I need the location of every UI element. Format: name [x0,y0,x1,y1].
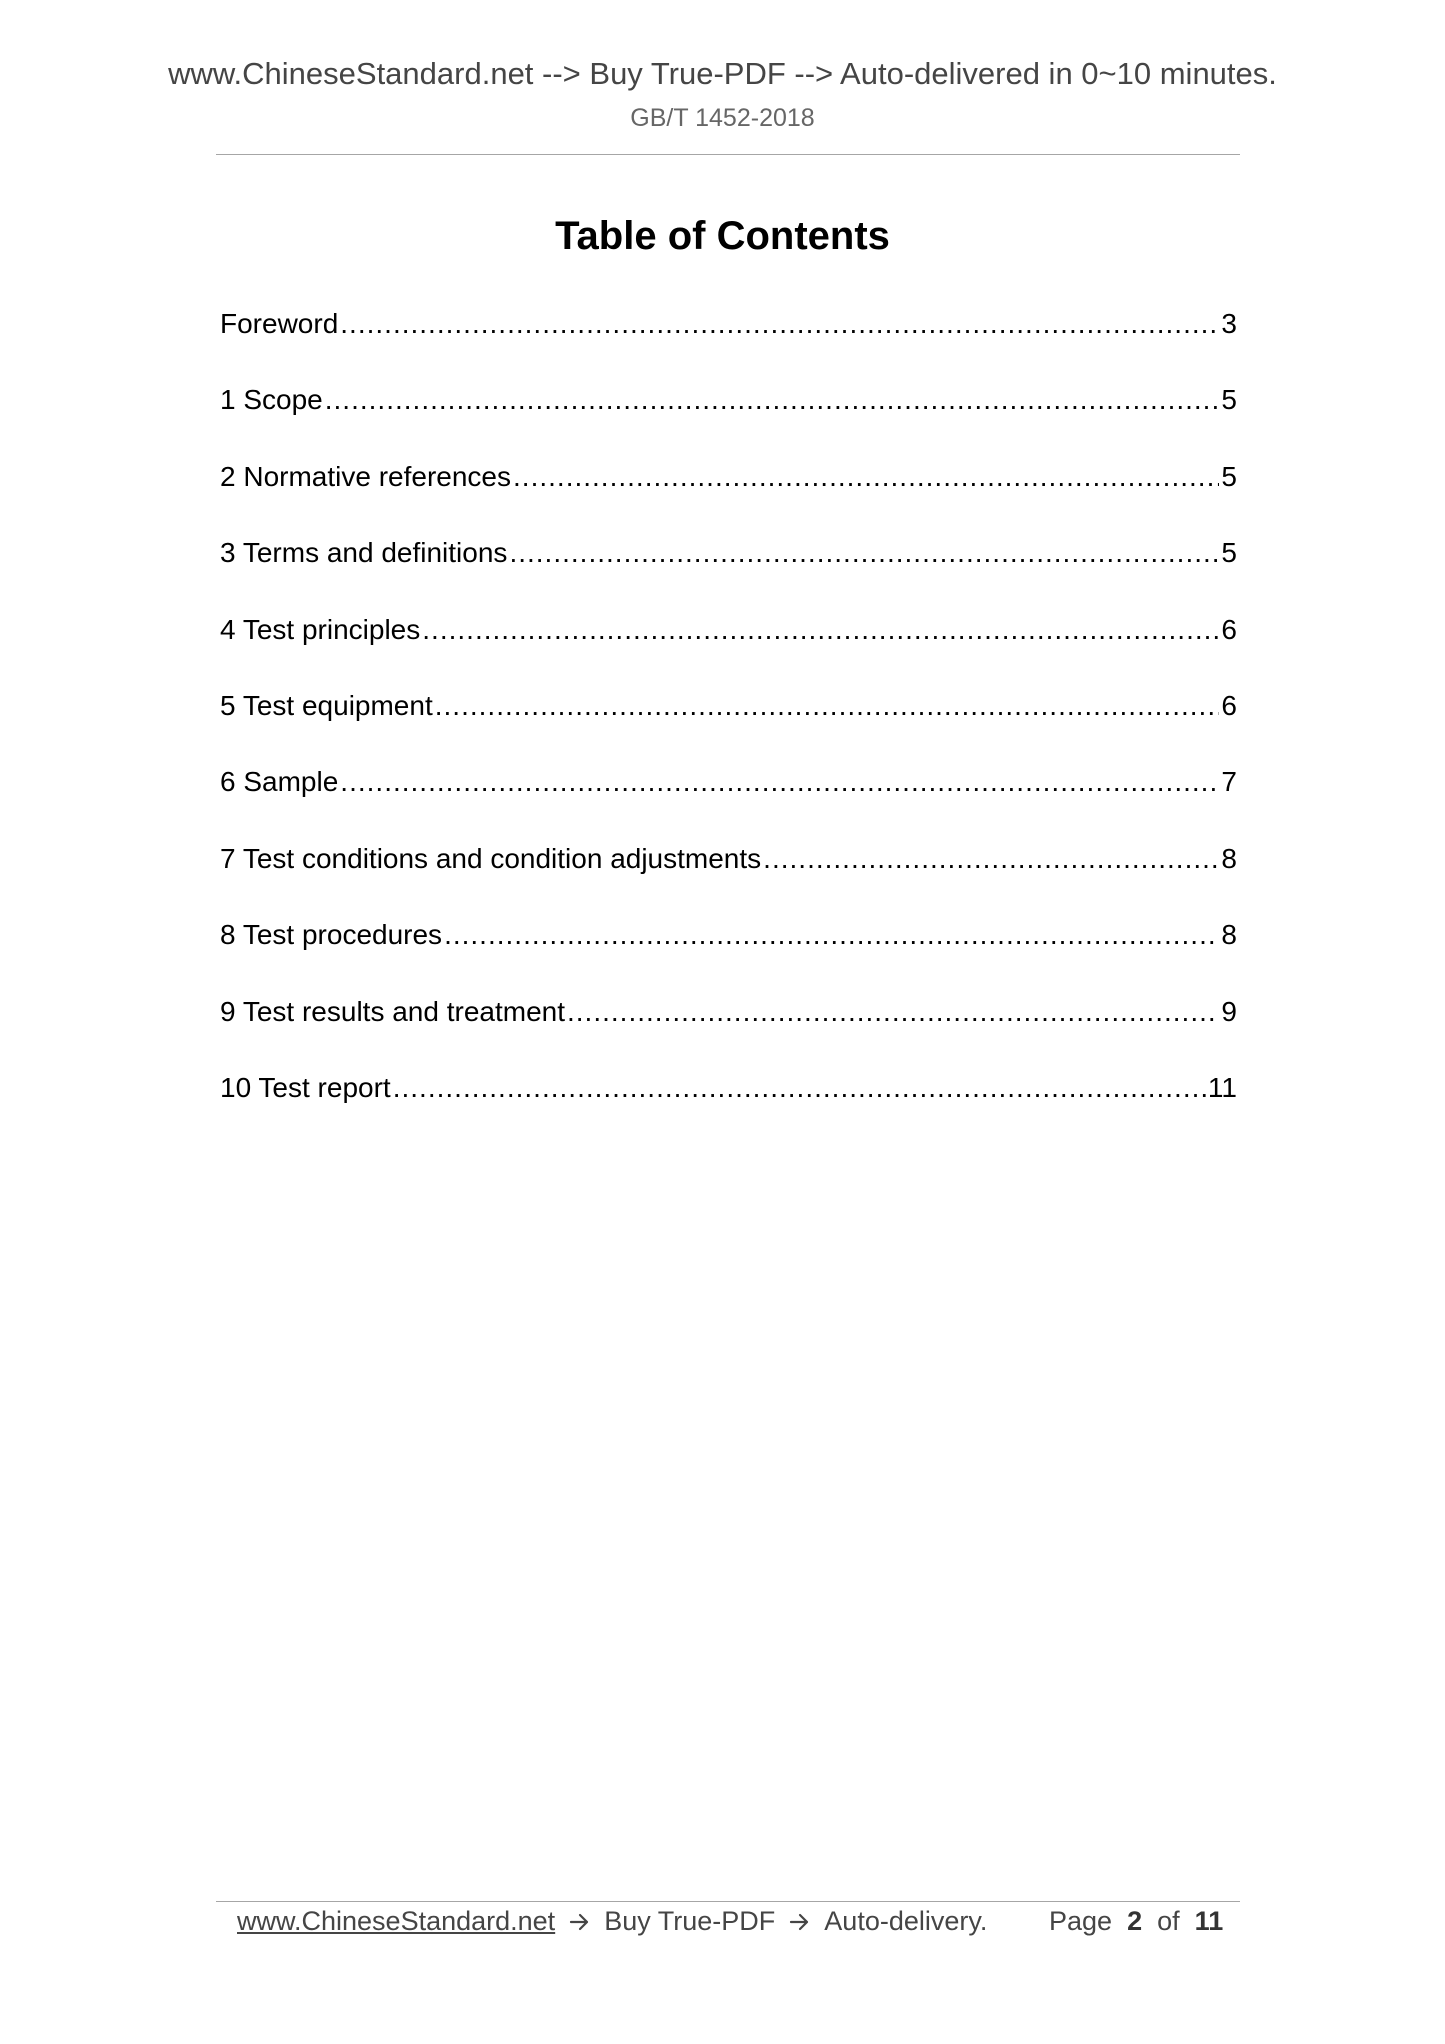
footer-promo [237,1906,987,1937]
toc-entry-foreword[interactable] [220,308,1237,384]
footer-buy-text: Buy True-PDF [604,1906,776,1936]
toc-entry-label: 6 Sample [220,766,339,798]
toc-entry-test-equipment[interactable] [220,690,1237,766]
toc-entry-page: 5 [1221,460,1237,492]
toc-leader [393,1072,1206,1104]
toc-entry-test-conditions[interactable] [220,843,1237,919]
header-divider [216,154,1240,155]
right-arrow-icon [569,1906,599,1936]
toc-entry-page: 11 [1207,1071,1237,1103]
toc-entry-page: 6 [1221,689,1237,721]
toc-entry-label: 10 Test report [220,1071,391,1103]
toc-entry-page: 7 [1221,766,1237,798]
toc-leader [513,461,1219,493]
toc-entry-page: 5 [1221,384,1237,416]
toc-entry-label: 7 Test conditions and condition adjustments [220,842,762,874]
footer-delivery-text: Auto-delivery. [824,1906,988,1936]
toc-entry-test-report[interactable] [220,1072,1237,1148]
toc-entry-test-principles[interactable] [220,614,1237,690]
toc-entry-page: 6 [1221,613,1237,645]
toc-entry-page: 9 [1221,995,1237,1027]
toc-leader [340,766,1219,798]
page-number [1049,1906,1223,1937]
toc-entry-label: 3 Terms and definitions [220,537,508,569]
toc-entry-label: 1 Scope [220,384,323,416]
toc-entry-label: 2 Normative references [220,460,512,492]
toc-leader [567,996,1219,1028]
toc-entry-page: 8 [1221,919,1237,951]
toc-entry-label: 4 Test principles [220,613,421,645]
toc-entry-test-results[interactable] [220,996,1237,1072]
standard-code: GB/T 1452-2018 [630,104,815,132]
toc-leader [509,537,1219,569]
toc-leader [435,690,1220,722]
toc-entry-terms-and-definitions[interactable] [220,537,1237,613]
footer-site-link[interactable]: www.ChineseStandard.net [237,1906,556,1936]
toc-list [220,308,1237,1148]
toc-entry-normative-references[interactable] [220,461,1237,537]
toc-entry-label: 5 Test equipment [220,689,433,721]
toc-entry-test-procedures[interactable] [220,919,1237,995]
page-title: Table of Contents [555,214,890,258]
right-arrow-icon [789,1906,819,1936]
toc-leader [763,843,1219,875]
toc-entry-label: Foreword [220,308,339,339]
toc-entry-page: 3 [1221,308,1237,339]
toc-leader [422,614,1219,646]
page-current: 2 [1127,1906,1143,1936]
toc-entry-label: 8 Test procedures [220,919,443,951]
toc-entry-sample[interactable] [220,766,1237,842]
toc-entry-label: 9 Test results and treatment [220,995,565,1027]
footer-divider [216,1901,1240,1902]
toc-leader [340,308,1219,340]
toc-entry-page: 5 [1221,537,1237,569]
toc-leader [325,384,1220,416]
toc-entry-page: 8 [1221,842,1237,874]
page-of: of [1157,1906,1180,1936]
page-total: 11 [1194,1906,1224,1936]
toc-leader [444,919,1219,951]
header-banner: www.ChineseStandard.net --> Buy True-PDF --> Auto-delivered in 0~10 minutes. [168,56,1277,91]
toc-entry-scope[interactable] [220,384,1237,460]
page-label: Page [1049,1906,1113,1936]
